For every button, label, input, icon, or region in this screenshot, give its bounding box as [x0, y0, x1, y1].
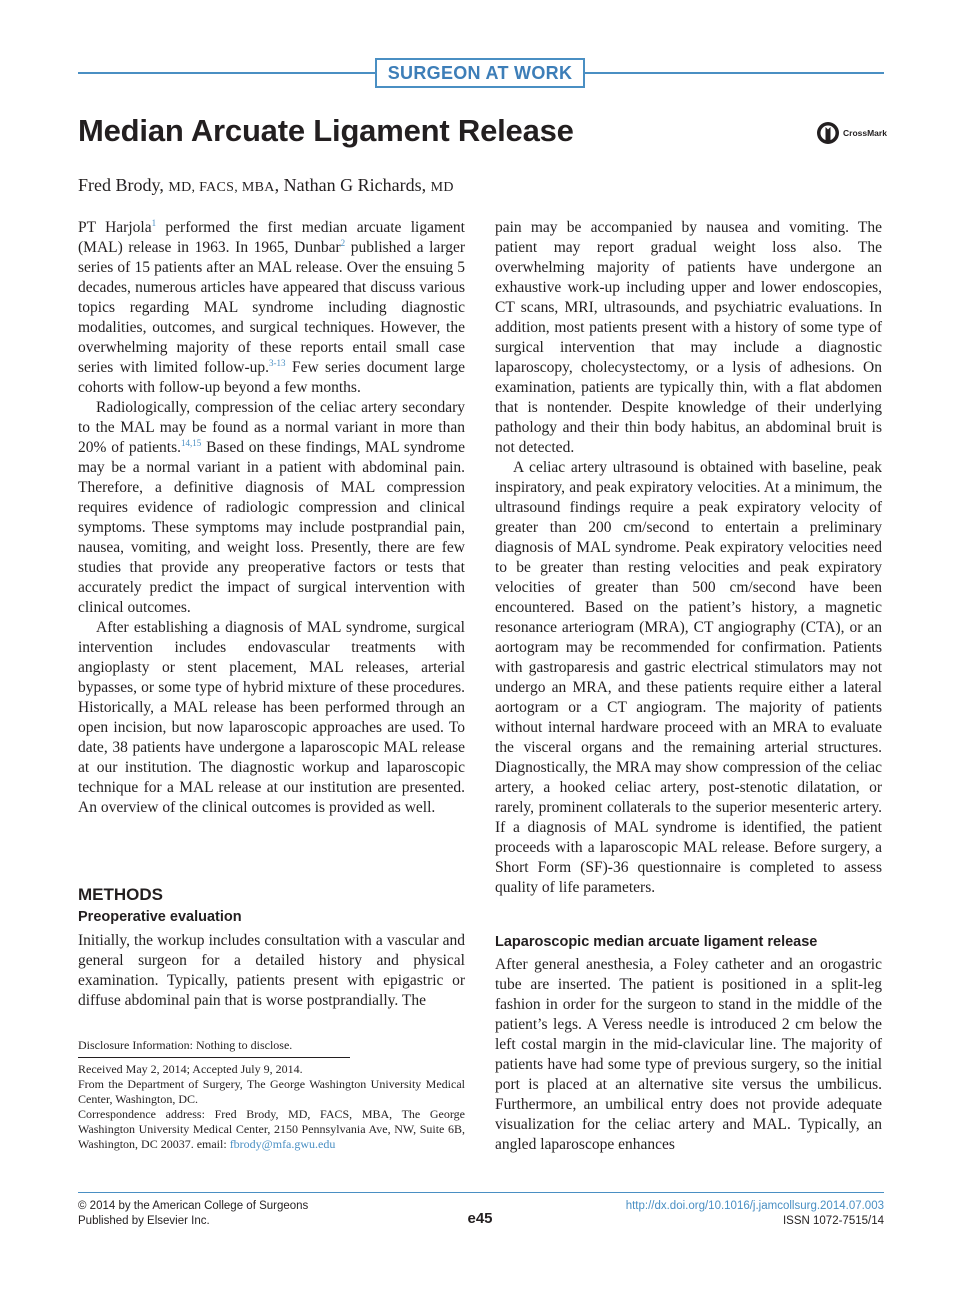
footnote-rule — [78, 1057, 350, 1058]
crossmark-icon — [816, 121, 840, 145]
author-name: Fred Brody, — [78, 175, 169, 195]
reference-link[interactable]: 1 — [151, 217, 157, 228]
subsection-heading-laparoscopic: Laparoscopic median arcuate ligament release — [495, 934, 818, 950]
section-header — [78, 58, 884, 88]
author-degrees: MD — [430, 180, 454, 195]
body-paragraph: After general anesthesia, a Foley catheter and an orogastric tube are inserted. The patient is positioned in a split-leg fashion in order for the surgeon to stand in the middle of the patient’s legs. A Veress needle is introduced 2 cm below the left costal margin in the mid-clavicular line. The majority of patients have had some type of previous surgery, so the initial port is placed at an alternative site versus the umbilicus. Furthermore, an umbilical entry does not provide adequate visualization for the celiac artery and MAL. Typically, an angled laparoscope enhances — [495, 956, 882, 1153]
body-paragraph — [78, 398, 465, 618]
body-text: Radiologically, compression of the celiac artery secondary to the MAL may be found as a normal variant in more than 20% of patients. — [78, 399, 465, 456]
body-paragraph — [78, 218, 465, 398]
body-paragraph: Initially, the workup includes consultation with a vascular and general surgeon for a detailed history and physical examination. Typically, patients present with epigastric or diffuse abdominal pain that is worse postprandially. The — [78, 932, 465, 1009]
email-link[interactable]: fbrody@mfa.gwu.edu — [229, 1137, 336, 1151]
copyright: © 2014 by the American College of Surgeons — [78, 1200, 309, 1212]
body-text: performed the first median arcuate ligament (MAL) release in 1963. In 1965, Dunbar — [78, 219, 465, 256]
left-column — [78, 218, 465, 818]
author-name: Nathan G Richards, — [283, 175, 431, 195]
correspondence-text: Correspondence address: Fred Brody, MD, FACS, MBA, The George Washington University Medical Center, 2150 Pennsylvania Ave, NW, Suite 6B, Washington, DC 20037. email: — [78, 1107, 465, 1151]
reference-link[interactable]: 2 — [340, 237, 346, 248]
article-notes — [78, 1062, 465, 1152]
right-column-continued — [495, 955, 882, 1155]
reference-link[interactable]: 14,15 — [181, 437, 202, 448]
author-line — [78, 175, 454, 196]
crossmark-badge[interactable] — [816, 121, 887, 145]
body-paragraph: pain may be accompanied by nausea and vomiting. The patient may report gradual weight loss also. The overwhelming majority of patients have undergone an exhaustive work-up including upper and lower endoscopies, CT scans, MRI, ultrasounds, and psychiatric evaluations. In addition, most patients present with a history of some type of surgical intervention that may include a diagnostic laparoscopy, cholecystectomy, or a lysis of adhesions. On examination, patients are typically thin, with a flat abdomen that is nontender. Despite knowledge of their underlying pathology and their thin body habitus, an abdominal bruit is not detected. — [495, 219, 882, 456]
section-heading-methods: METHODS — [78, 885, 163, 904]
affiliation: From the Department of Surgery, The George Washington University Medical Center, Washington, DC. — [78, 1077, 465, 1106]
right-column — [495, 218, 882, 898]
author-separator: , — [274, 175, 284, 195]
body-text: Based on these findings, MAL syndrome may be a normal variant in a patient with abdominal pain. Therefore, a definitive diagnosis of MAL compression requires evidence of radiologic compression and clinical symptoms. These symptoms may include postprandial pain, nausea, vomiting, and weight loss. Presently, there are few studies that provide any preoperative factors or tests that accurately predict the impact of surgical intervention with clinical outcomes. — [78, 439, 465, 616]
correspondence — [78, 1107, 465, 1152]
subsection-heading-preoperative: Preoperative evaluation — [78, 909, 242, 925]
footer-left — [78, 1199, 308, 1229]
body-paragraph: After establishing a diagnosis of MAL syndrome, surgical intervention includes endovascular treatments with angioplasty or stent placement, MAL releases, arterial bypasses, or some type of hybrid mixture of these procedures. Historically, a MAL release has been performed through an open incision, but now laparoscopic approaches are used. To date, 38 patients have undergone a laparoscopic MAL release at our institution. The diagnostic workup and laparoscopic technique for a MAL release at our institution are presented. An overview of the clinical outcomes is provided as well. — [78, 619, 465, 816]
body-text: PT Harjola — [78, 219, 152, 236]
body-paragraph: A celiac artery ultrasound is obtained with baseline, peak inspiratory, and peak expiratory velocities. At a minimum, the ultrasound findings require a peak expiratory velocity of greater than 200 cm/second to entertain a preliminary diagnosis of MAL syndrome. Peak expiratory velocities need to be greater than resting velocities and peak expiratory velocities of greater than 500 cm/second have been encountered. Based on the patient’s history, a magnetic resonance arteriogram (MRA), CT angiography (CTA), or an aortogram may be recommended for confirmation. Patients with gastroparesis and gastric electrical stimulators may not undergo an MRA, and these patients require either a lateral aortogram or a CT angiogram. The majority of patients without internal hardware proceed with an MRA to evaluate the visceral organs and the remaining arterial structures. Diagnostically, the MRA may show compression of the celiac artery, a hooked celiac artery, post-stenotic dilatation, or rarely, prominent collaterals to the superior mesenteric artery. If a diagnosis of MAL syndrome is identified, the patient proceeds with a laparoscopic MAL release. Before surgery, a Short Form (SF)-36 questionnaire is completed to assess quality of life parameters. — [495, 459, 882, 896]
reference-link[interactable]: 3-13 — [269, 357, 286, 368]
disclosure-text: Disclosure Information: Nothing to disclose. — [78, 1038, 293, 1052]
crossmark-label: CrossMark — [843, 128, 887, 138]
publisher: Published by Elsevier Inc. — [78, 1215, 210, 1227]
section-label: SURGEON AT WORK — [375, 58, 585, 88]
left-column-continued — [78, 931, 465, 1011]
author-degrees: MD, FACS, MBA — [168, 180, 275, 195]
received-date: Received May 2, 2014; Accepted July 9, 2014. — [78, 1062, 303, 1076]
body-text: published a larger series of 15 patients after an MAL release. Over the ensuing 5 decades, numerous articles have appeared that discuss various topics regarding MAL syndrome including diagnostic modalities, outcomes, and surgical techniques. However, the overwhelming majority of these reports entail small case series with limited follow-up. — [78, 239, 465, 376]
page-number: e45 — [467, 1210, 493, 1227]
article-title: Median Arcuate Ligament Release — [78, 113, 574, 148]
doi-link[interactable]: http://dx.doi.org/10.1016/j.jamcollsurg.2014.07.003 — [625, 1200, 884, 1212]
body-text: Few series document large cohorts with follow-up beyond a few months. — [78, 359, 466, 396]
footer-rule — [78, 1192, 884, 1193]
issn: ISSN 1072-7515/14 — [782, 1215, 884, 1227]
disclosure-note — [78, 1038, 465, 1053]
footer-right — [626, 1199, 884, 1229]
